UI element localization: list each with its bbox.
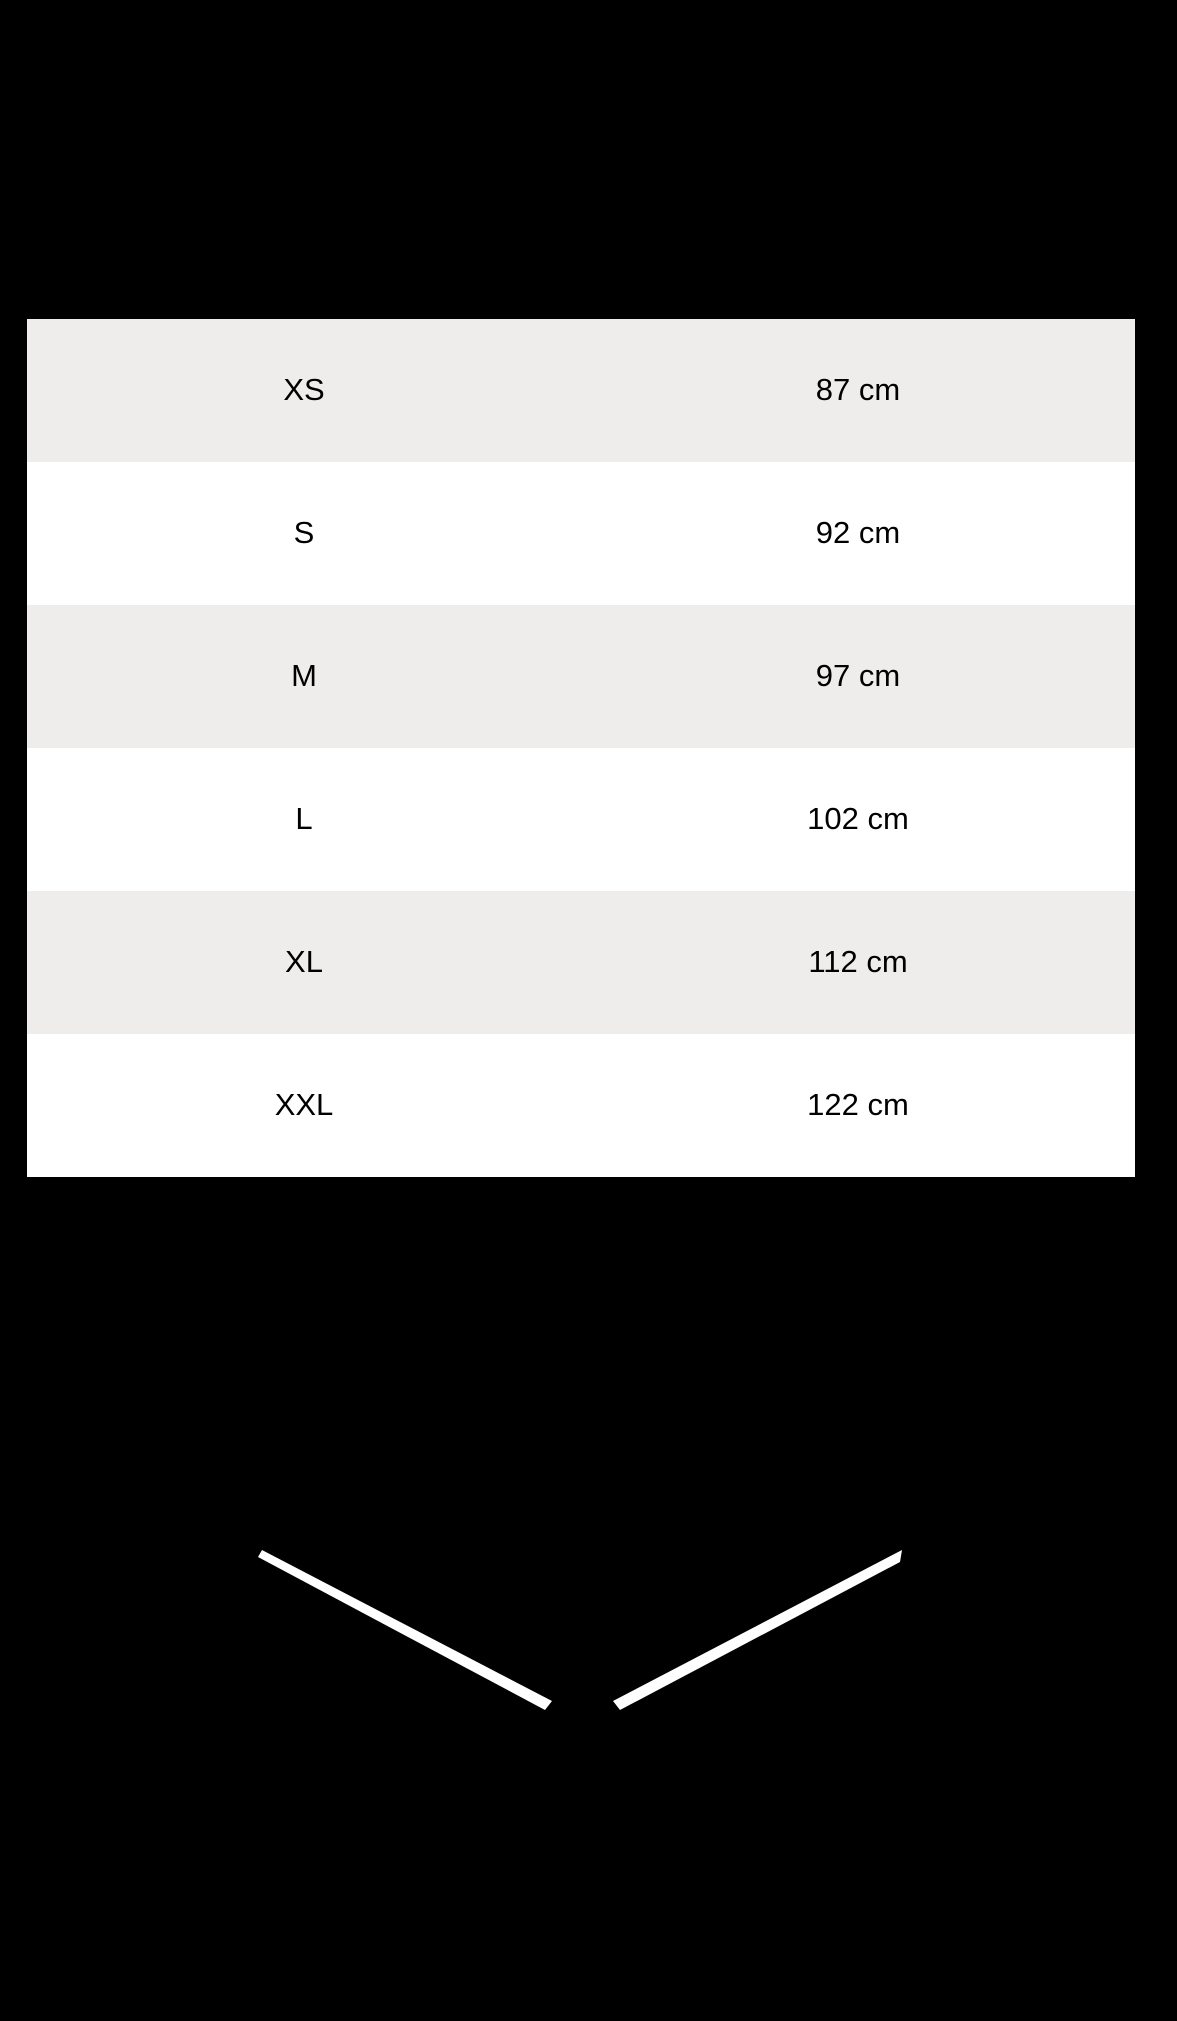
table-row xyxy=(27,891,1135,1034)
chevron-down-icon[interactable] xyxy=(0,1420,1177,1720)
table-row xyxy=(27,1034,1135,1177)
cell-size: XXL xyxy=(274,1087,334,1123)
table-row xyxy=(27,605,1135,748)
table-row xyxy=(27,319,1135,462)
cell-measurement: 102 cm xyxy=(807,801,909,837)
cell-measurement: 87 cm xyxy=(815,372,901,408)
cell-size: XL xyxy=(285,944,323,980)
table-row xyxy=(27,462,1135,605)
cell-measurement: 92 cm xyxy=(815,515,901,551)
cell-measurement: 112 cm xyxy=(808,944,908,980)
cell-size: XS xyxy=(283,372,325,408)
cell-size: S xyxy=(293,515,315,551)
cell-size: L xyxy=(295,801,313,837)
cell-measurement: 122 cm xyxy=(807,1087,909,1123)
cell-size: M xyxy=(291,658,317,694)
size-chart-table xyxy=(27,319,1135,1177)
size-chart-body xyxy=(27,319,1135,1177)
table-row xyxy=(27,748,1135,891)
cell-measurement: 97 cm xyxy=(815,658,901,694)
chevron-down-icon-container[interactable] xyxy=(0,1420,1177,1720)
